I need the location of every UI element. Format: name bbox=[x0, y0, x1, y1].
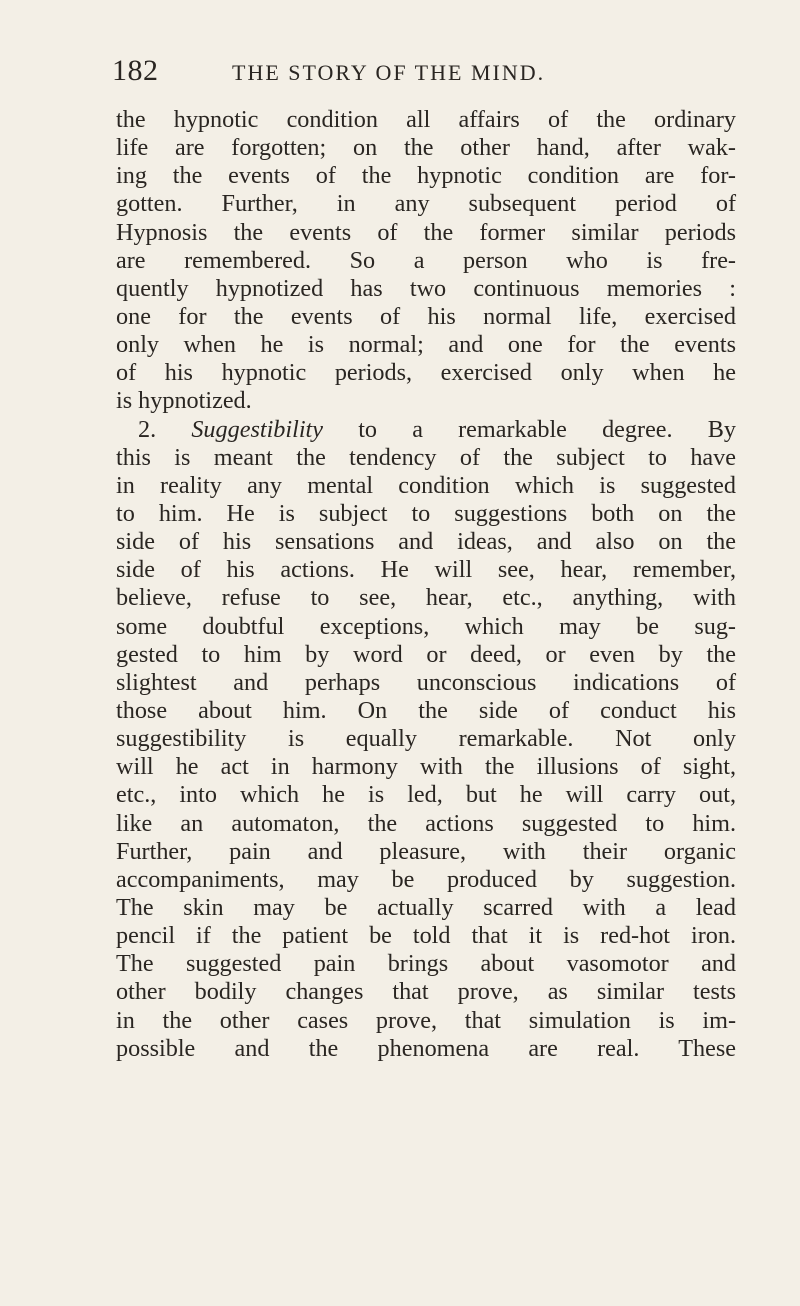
text-line: pencil if the patient be told that it is red-hot iron. bbox=[116, 922, 736, 950]
text-line: side of his actions. He will see, hear, remember, bbox=[116, 556, 736, 584]
item-text: to a remarkable degree. By bbox=[323, 415, 736, 443]
text-line: other bodily changes that prove, as similar tests bbox=[116, 978, 736, 1006]
item-number: 2. bbox=[138, 415, 157, 443]
text-line: quently hypnotized has two continuous memories : bbox=[116, 274, 736, 302]
text-line: believe, refuse to see, hear, etc., anything, with bbox=[116, 584, 736, 612]
text-line: The suggested pain brings about vasomotor and bbox=[116, 950, 736, 978]
running-head: THE STORY OF THE MIND. bbox=[232, 60, 546, 85]
text-line: ing the events of the hypnotic condition are for- bbox=[116, 162, 736, 190]
text-line: side of his sensations and ideas, and also on the bbox=[116, 528, 736, 556]
text-line: this is meant the tendency of the subject to have bbox=[116, 443, 736, 471]
page-header bbox=[112, 54, 702, 94]
text-line: some doubtful exceptions, which may be sug- bbox=[116, 612, 736, 640]
text-line: gested to him by word or deed, or even by the bbox=[116, 640, 736, 668]
text-line: accompaniments, may be produced by suggestion. bbox=[116, 865, 736, 893]
text-line: of his hypnotic periods, exercised only when he bbox=[116, 359, 736, 387]
text-line: one for the events of his normal life, exercised bbox=[116, 302, 736, 330]
page-number: 182 bbox=[112, 54, 159, 87]
body-text bbox=[116, 106, 736, 1063]
text-line: will he act in harmony with the illusions of sight, bbox=[116, 753, 736, 781]
text-line: Further, pain and pleasure, with their organic bbox=[116, 837, 736, 865]
text-line: only when he is normal; and one for the events bbox=[116, 331, 736, 359]
text-line: like an automaton, the actions suggested to him. bbox=[116, 809, 736, 837]
item-term: Suggestibility bbox=[191, 415, 324, 443]
text-line: is hypnotized. bbox=[116, 387, 252, 415]
text-line: in the other cases prove, that simulation is im- bbox=[116, 1006, 736, 1034]
text-line: those about him. On the side of conduct his bbox=[116, 696, 736, 724]
text-line: etc., into which he is led, but he will carry out, bbox=[116, 781, 736, 809]
text-line: Hypnosis the events of the former similar periods bbox=[116, 218, 736, 246]
text-line: gotten. Further, in any subsequent period of bbox=[116, 190, 736, 218]
text-line: in reality any mental condition which is suggested bbox=[116, 471, 736, 499]
text-line: the hypnotic condition all affairs of the ordinary bbox=[116, 106, 736, 133]
text-line: The skin may be actually scarred with a lead bbox=[116, 893, 736, 921]
text-line: slightest and perhaps unconscious indications of bbox=[116, 668, 736, 696]
text-line: possible and the phenomena are real. These bbox=[116, 1034, 736, 1062]
text-line: to him. He is subject to suggestions both on the bbox=[116, 499, 736, 527]
text-line: suggestibility is equally remarkable. Not only bbox=[116, 725, 736, 753]
numbered-item-line bbox=[116, 416, 736, 444]
text-line: life are forgotten; on the other hand, after wak- bbox=[116, 134, 736, 162]
text-line: are remembered. So a person who is fre- bbox=[116, 246, 736, 274]
